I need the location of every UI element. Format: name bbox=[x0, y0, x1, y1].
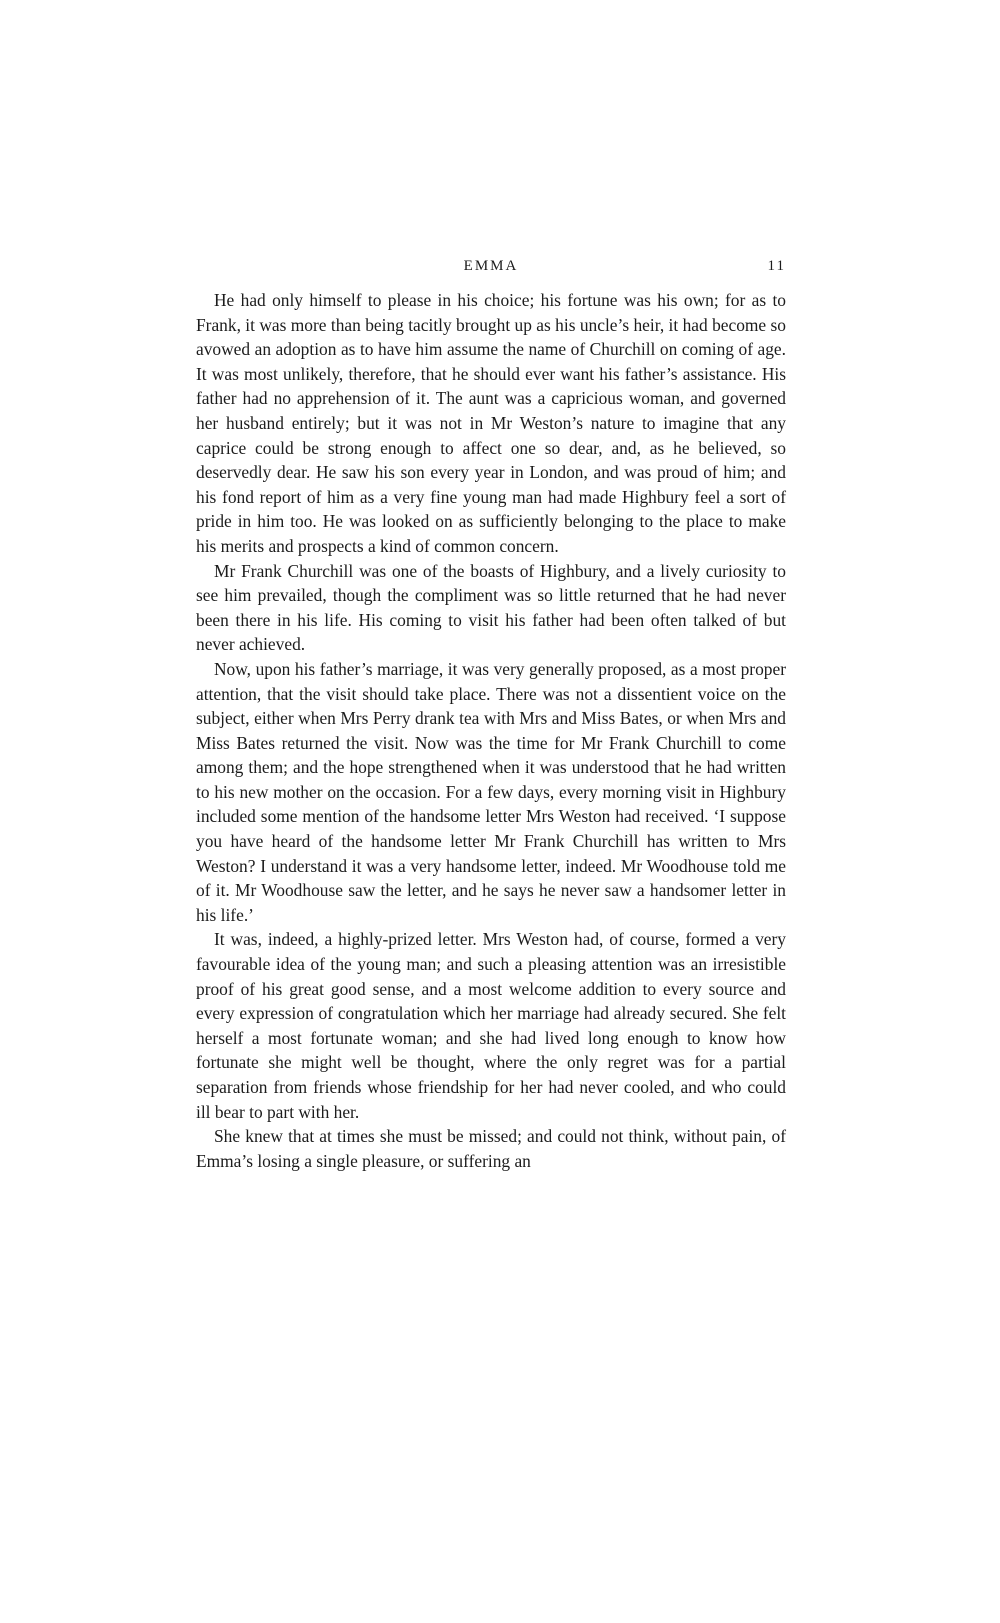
running-head bbox=[196, 258, 786, 282]
body-text bbox=[196, 288, 786, 1173]
paragraph: She knew that at times she must be missed; and could not think, without pain, of Emma’s losing a single pleasure, or suffering an bbox=[196, 1126, 786, 1171]
paragraph: Mr Frank Churchill was one of the boasts of Highbury, and a lively curiosity to see him prevailed, though the compliment was so little returned that he had never been there in his life. His coming to visit his father had been often talked of but never achieved. bbox=[196, 560, 786, 655]
paragraph: He had only himself to please in his choice; his fortune was his own; for as to Frank, it was more than being tacitly brought up as his uncle’s heir, it had become so avowed an adoption as to have him assume the name of Churchill on coming of age. It was most unlikely, therefore, that he should ever want his father’s assistance. His father had no apprehension of it. The aunt was a capricious woman, and governed her husband entirely; but it was not in Mr Weston’s nature to imagine that any caprice could be strong enough to affect one so dear, and, as he believed, so deservedly dear. He saw his son every year in London, and was proud of him; and his fond report of him as a very fine young man had made Highbury feel a sort of pride in him too. He was looked on as sufficiently belonging to the place to make his merits and prospects a kind of common concern. bbox=[196, 290, 786, 556]
page-number: 11 bbox=[767, 258, 786, 274]
paragraph: It was, indeed, a highly-prized letter. Mrs Weston had, of course, formed a very favourable idea of the young man; and such a pleasing attention was an irresistible proof of his great good sense, and a most welcome addition to every source and every expression of congratulation which her marriage had already secured. She felt herself a most fortunate woman; and she had lived long enough to know how fortunate she might well be thought, where the only regret was for a partial separation from friends whose friendship for her had never cooled, and who could ill bear to part with her. bbox=[196, 929, 786, 1122]
running-title: EMMA bbox=[463, 258, 519, 274]
book-page bbox=[196, 258, 786, 1173]
paragraph: Now, upon his father’s marriage, it was very generally proposed, as a most proper attention, that the visit should take place. There was not a dissentient voice on the subject, either when Mrs Perry drank tea with Mrs and Miss Bates, or when Mrs and Miss Bates returned the visit. Now was the time for Mr Frank Churchill to come among them; and the hope strengthened when it was understood that he had written to his new mother on the occasion. For a few days, every morning visit in Highbury included some mention of the handsome letter Mrs Weston had received. ‘I suppose you have heard of the handsome letter Mr Frank Churchill has written to Mrs Weston? I understand it was a very handsome letter, indeed. Mr Woodhouse told me of it. Mr Woodhouse saw the letter, and he says he never saw a handsomer letter in his life.’ bbox=[196, 658, 786, 925]
